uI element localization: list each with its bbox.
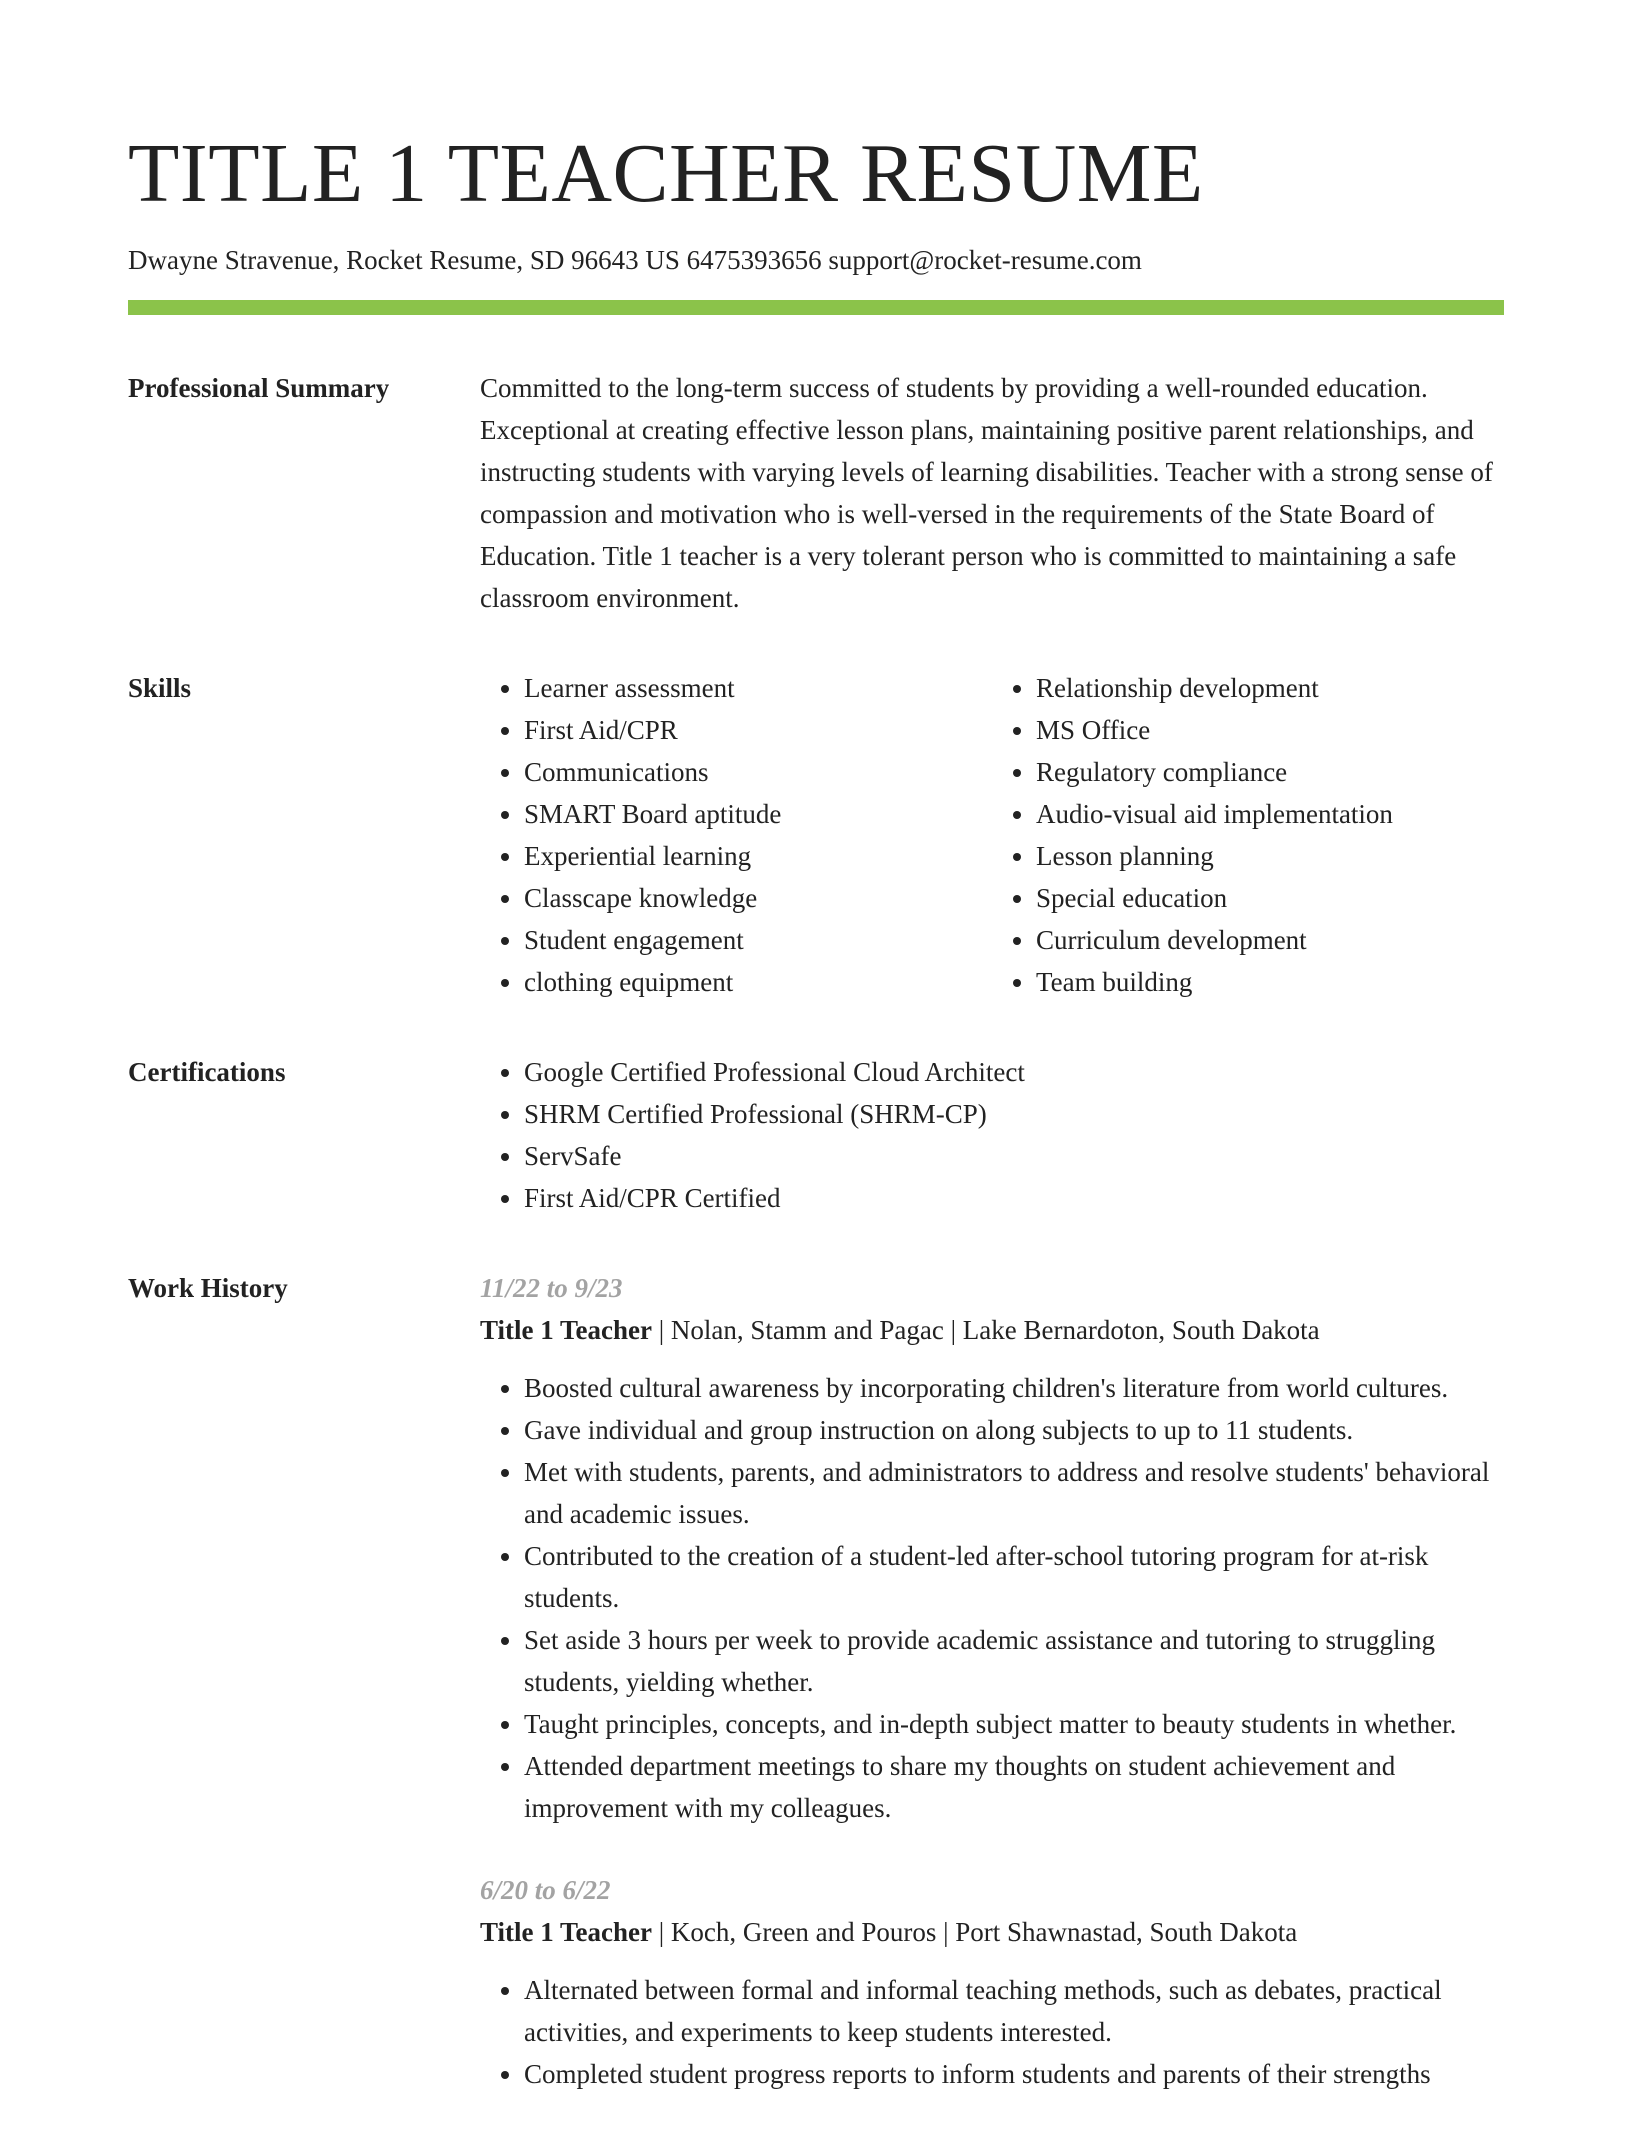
summary-section bbox=[128, 367, 1504, 619]
job-entry bbox=[480, 1267, 1504, 1829]
job-duty: • Completed student progress reports to inform students and parents of their strengths bbox=[524, 2053, 1504, 2095]
job-duty: • Met with students, parents, and administrators to address and resolve students' behavioral and academic issues. bbox=[524, 1451, 1504, 1535]
job-duty: • Contributed to the creation of a student-led after-school tutoring program for at-risk students. bbox=[524, 1535, 1504, 1619]
resume-page bbox=[128, 118, 1504, 2135]
job-duty: • Boosted cultural awareness by incorporating children's literature from world cultures. bbox=[524, 1367, 1504, 1409]
skills-section bbox=[128, 667, 1504, 1003]
job-duty: • Alternated between formal and informal teaching methods, such as debates, practical activities, and experiments to keep students interested. bbox=[524, 1969, 1504, 2053]
certification-item: • First Aid/CPR Certified bbox=[524, 1177, 1504, 1219]
skills-label: Skills bbox=[128, 673, 192, 704]
job-dates: 11/22 to 9/23 bbox=[480, 1273, 623, 1304]
skill-item: • Audio-visual aid implementation bbox=[1036, 793, 1504, 835]
skill-item: • Relationship development bbox=[1036, 667, 1504, 709]
skill-item: • Student engagement bbox=[524, 919, 992, 961]
resume-title: TITLE 1 TEACHER RESUME bbox=[128, 127, 1204, 220]
certification-item: • Google Certified Professional Cloud Architect bbox=[524, 1051, 1504, 1093]
summary-label: Professional Summary bbox=[128, 373, 390, 404]
job-title: Title 1 Teacher bbox=[480, 1917, 652, 1948]
certifications-section bbox=[128, 1051, 1504, 1219]
header-divider bbox=[128, 300, 1504, 315]
skill-item: • SMART Board aptitude bbox=[524, 793, 992, 835]
job-entry bbox=[480, 1869, 1504, 2095]
skill-item: • Lesson planning bbox=[1036, 835, 1504, 877]
skill-item: • Team building bbox=[1036, 961, 1504, 1003]
job-duties-list bbox=[480, 1969, 1504, 2095]
job-heading bbox=[480, 1911, 1504, 1953]
certifications-list bbox=[480, 1051, 1504, 1219]
contact-line: Dwayne Stravenue, Rocket Resume, SD 96643 US 6475393656 support@rocket-resume.com bbox=[128, 245, 1142, 275]
work-history-section bbox=[128, 1267, 1504, 2135]
job-heading bbox=[480, 1309, 1504, 1351]
skill-item: • Regulatory compliance bbox=[1036, 751, 1504, 793]
skill-item: • Experiential learning bbox=[524, 835, 992, 877]
job-duty: • Set aside 3 hours per week to provide academic assistance and tutoring to struggling students, yielding whether. bbox=[524, 1619, 1504, 1703]
job-duty: • Attended department meetings to share my thoughts on student achievement and improvement with my colleagues. bbox=[524, 1745, 1504, 1829]
job-duties-list bbox=[480, 1367, 1504, 1829]
job-duty: • Taught principles, concepts, and in-depth subject matter to beauty students in whether. bbox=[524, 1703, 1504, 1745]
certifications-label: Certifications bbox=[128, 1057, 286, 1088]
skill-item: • Learner assessment bbox=[524, 667, 992, 709]
job-title: Title 1 Teacher bbox=[480, 1315, 652, 1346]
skill-item: • Communications bbox=[524, 751, 992, 793]
work-history-label: Work History bbox=[128, 1273, 288, 1304]
job-duty: • Gave individual and group instruction on along subjects to up to 11 students. bbox=[524, 1409, 1504, 1451]
certification-item: • ServSafe bbox=[524, 1135, 1504, 1177]
skill-item: • Special education bbox=[1036, 877, 1504, 919]
skills-list-left bbox=[480, 667, 992, 1003]
skill-item: • clothing equipment bbox=[524, 961, 992, 1003]
skill-item: • Curriculum development bbox=[1036, 919, 1504, 961]
summary-text: Committed to the long-term success of students by providing a well-rounded education. Exceptional at creating effective lesson plans, maintaining positive parent relationships, and instructing students with varying levels of learning disabilities. Teacher with a strong sense of compassion and motivation who is well-versed in the requirements of the State Board of Education. Title 1 teacher is a very tolerant person who is committed to maintaining a safe classroom environment. bbox=[480, 373, 1493, 614]
skill-item: • Classcape knowledge bbox=[524, 877, 992, 919]
skill-item: • First Aid/CPR bbox=[524, 709, 992, 751]
job-dates: 6/20 to 6/22 bbox=[480, 1875, 611, 1906]
skill-item: • MS Office bbox=[1036, 709, 1504, 751]
certification-item: • SHRM Certified Professional (SHRM-CP) bbox=[524, 1093, 1504, 1135]
job-employer-location: | Koch, Green and Pouros | Port Shawnastad, South Dakota bbox=[652, 1917, 1298, 1948]
job-employer-location: | Nolan, Stamm and Pagac | Lake Bernardoton, South Dakota bbox=[652, 1315, 1320, 1346]
skills-list-right bbox=[992, 667, 1504, 1003]
